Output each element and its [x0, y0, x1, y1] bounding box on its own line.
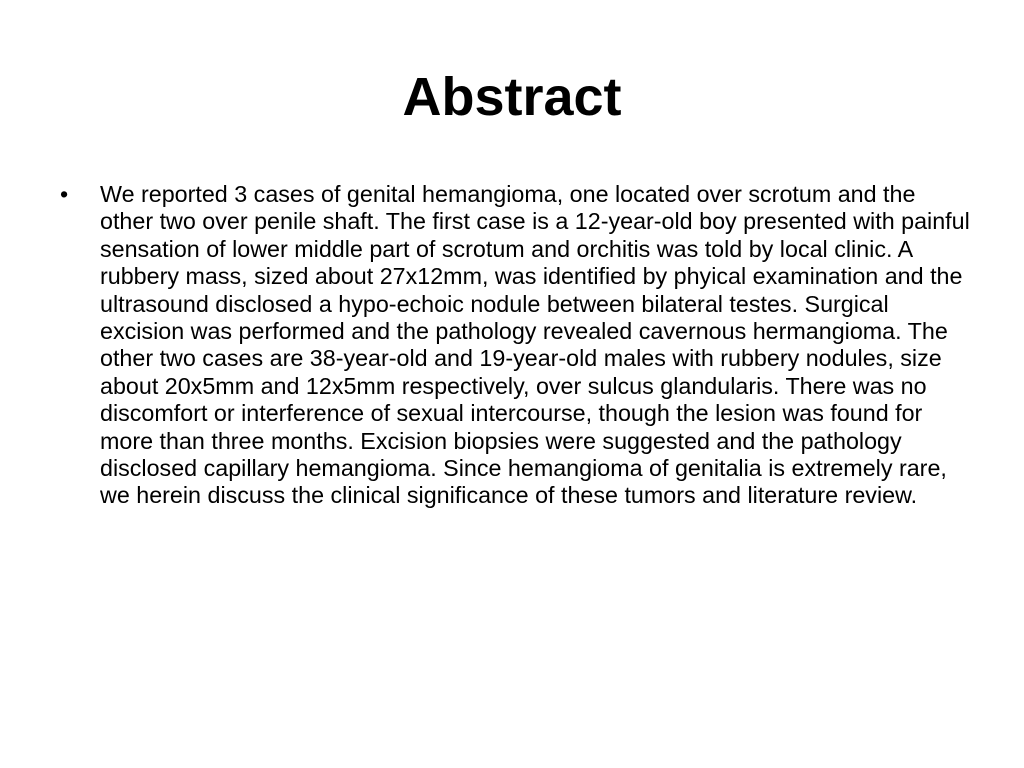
bullet-item [60, 181, 970, 510]
abstract-text: We reported 3 cases of genital hemangioma, one located over scrotum and the other two over penile shaft. The first case is a 12-year-old boy presented with painful sensation of lower middle part of scrotum and orchitis was told by local clinic. A rubbery mass, sized about 27x12mm, was identified by phyical examination and the ultrasound disclosed a hypo-echoic nodule between bilateral testes. Surgical excision was performed and the pathology revealed cavernous hermangioma. The other two cases are 38-year-old and 19-year-old males with rubbery nodules, size about 20x5mm and 12x5mm respectively, over sulcus glandularis. There was no discomfort or interference of sexual intercourse, though the lesion was found for more than three months. Excision biopsies were suggested and the pathology disclosed capillary hemangioma. Since hemangioma of genitalia is extremely rare, we herein discuss the clinical significance of these tumors and literature review. [100, 181, 970, 509]
bullet-marker: • [60, 181, 69, 207]
bullet-list [60, 181, 970, 510]
slide-title: Abstract [402, 67, 622, 127]
